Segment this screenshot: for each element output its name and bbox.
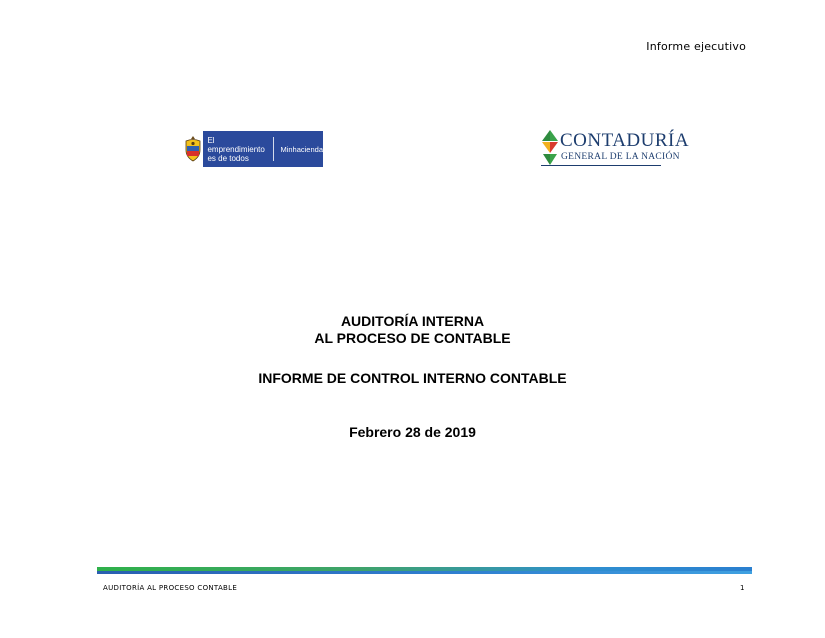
contaduria-logo: [540, 129, 690, 169]
contaduria-emblem-icon: [540, 129, 560, 167]
title-line-1: AUDITORÍA INTERNA: [340, 313, 485, 329]
logo-tagline-line2: es de todos: [207, 153, 249, 163]
logo-divider: [273, 137, 274, 161]
title-line-2: AL PROCESO DE CONTABLE: [314, 330, 511, 346]
footer-title: AUDITORÍA AL PROCESO CONTABLE: [103, 584, 238, 592]
contaduria-subtitle: GENERAL DE LA NACIÓN: [561, 152, 680, 162]
minhacienda-band: [203, 131, 323, 167]
logo-tagline-line1: El emprendimiento: [207, 135, 265, 154]
footer-rule-bottom: [97, 571, 752, 574]
logo-ministry-name: Minhacienda: [280, 144, 323, 154]
report-date: Febrero 28 de 2019: [349, 424, 476, 440]
page-number: 1: [740, 584, 745, 592]
colombia-coat-of-arms-icon: [183, 131, 203, 167]
report-title: INFORME DE CONTROL INTERNO CONTABLE: [258, 370, 567, 386]
minhacienda-logo: [183, 131, 323, 167]
contaduria-underline: [541, 165, 661, 166]
document-header-label: Informe ejecutivo: [646, 40, 746, 53]
contaduria-name: CONTADURÍA: [560, 130, 690, 151]
